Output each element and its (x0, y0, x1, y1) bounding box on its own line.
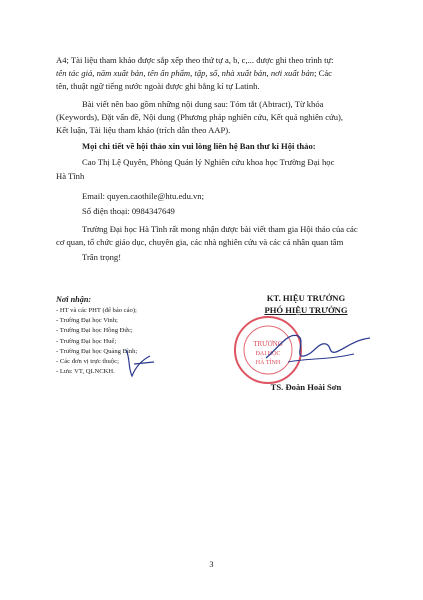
contact-email: Email: quyen.caothile@htu.edu.vn; (82, 190, 204, 201)
signature-underline (288, 354, 354, 362)
content-line-3: Kết luận, Tài liệu tham khảo (trích dẫn theo AAP). (56, 125, 231, 136)
signature-title: KT. HIỆU TRƯỞNG (266, 293, 346, 303)
body-text (56, 54, 374, 264)
contact-person (56, 156, 374, 182)
recipient-item: - Lưu: VT, QLNCKH. (56, 368, 115, 376)
contact-person-line-1: Cao Thị Lệ Quyên, Phòng Quản lý Nghiên cứu khoa học Trường Đại học (82, 157, 335, 168)
recipient-item: - Trường Đại học Huế; (56, 337, 117, 345)
initials-stroke (126, 350, 154, 376)
closing-paragraph (56, 223, 374, 249)
recipient-item: - Trường Đại học Quảng Bình; (56, 347, 138, 355)
contact-person-line-2: Hà Tĩnh (56, 170, 85, 181)
seal-text-bottom: HÀ TĨNH (255, 360, 281, 366)
seal-text-middle: ĐẠI HỌC (255, 351, 281, 357)
references-line-2 (56, 67, 374, 80)
signature-stroke (266, 335, 370, 358)
contact-heading: Mọi chi tiết về hội thảo xin vui lòng liên hệ Ban thư kí Hội thảo: (82, 141, 316, 152)
seal-text-top: TRƯỜNG (253, 340, 283, 348)
recipient-item: - HT và các PHT (để báo cáo); (56, 307, 137, 314)
references-format: tên tác giả, năm xuất bản, tên ấn phẩm, tập, số, nhà xuất bản, nơi xuất bản (56, 68, 315, 79)
signer-name: TS. Đoàn Hoài Sơn (270, 382, 342, 392)
content-line-1: Bài viết nên bao gồm những nội dung sau: Tóm tắt (Abtract), Từ khóa (82, 98, 324, 109)
recipient-item: - Trường Đại học Vinh; (56, 317, 118, 325)
initials-signature (120, 346, 160, 380)
page-number: 3 (209, 560, 214, 569)
closing-line-2: cơ quan, tổ chức giáo dục, chuyên gia, các nhà nghiên cứu và các cá nhân quan tâm (56, 237, 344, 248)
content-line-2: (Keywords), Đặt vấn đề, Nội dung (Phương pháp nghiên cứu, Kết quả nghiên cứu), (56, 111, 344, 122)
content-paragraph (56, 98, 374, 138)
signature-subtitle: PHÓ HIỆU TRƯỞNG (264, 305, 348, 315)
references-format-tail: ; Các (314, 68, 332, 79)
references-line-1: A4; Tài liệu tham khảo được sắp xếp theo thứ tự a, b, c,... được ghi theo trình tự: (56, 55, 334, 65)
regards: Trân trọng! (82, 251, 122, 262)
closing-line-1: Trường Đại học Hà Tĩnh rất mong nhận được bài viết tham gia Hội thảo của các (82, 224, 358, 235)
contact-phone: Số điện thoại: 0984347649 (82, 206, 175, 217)
references-line-3: tên, thuật ngữ tiếng nước ngoài được ghi bằng kí tự Latinh. (56, 81, 260, 92)
recipient-item: - Các đơn vị trực thuộc; (56, 358, 119, 366)
handwritten-signature (255, 318, 376, 378)
recipient-item: - Trường Đại học Hồng Đức; (56, 327, 133, 335)
recipients-heading: Nơi nhận: (56, 295, 92, 304)
